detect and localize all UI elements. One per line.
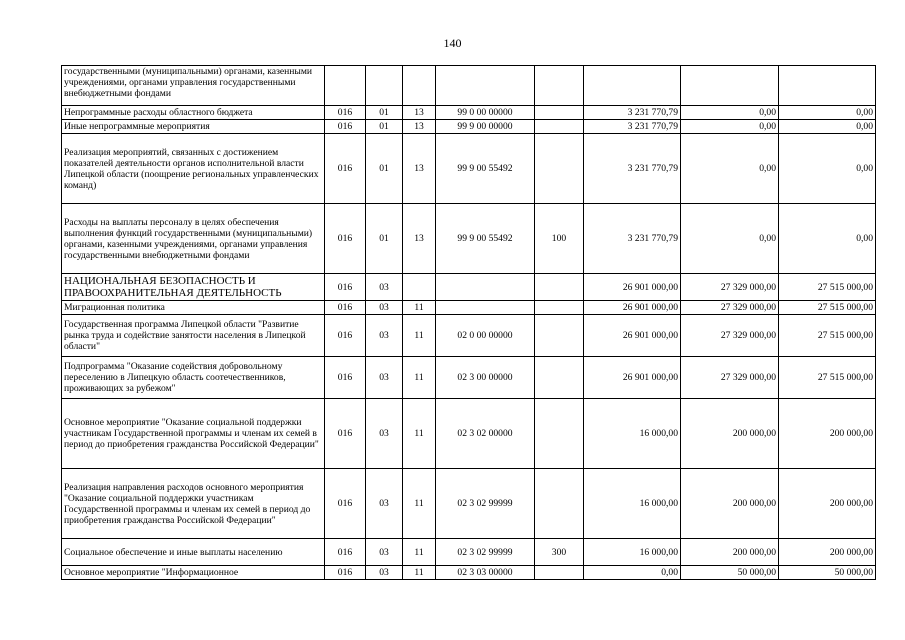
section-code: 03	[366, 539, 403, 566]
expense-type-code	[535, 301, 584, 315]
subsection-code: 11	[403, 399, 436, 469]
target-article-code	[436, 301, 535, 315]
subsection-code	[403, 274, 436, 301]
amount-year-1: 16 000,00	[584, 469, 681, 539]
amount-year-3: 27 515 000,00	[779, 315, 876, 357]
subsection-code	[403, 66, 436, 106]
amount-year-3: 50 000,00	[779, 566, 876, 580]
amount-year-1: 16 000,00	[584, 399, 681, 469]
expense-type-code: 100	[535, 204, 584, 274]
table-row	[62, 315, 876, 357]
row-name: Основное мероприятие "Оказание социальной поддержки участникам Государственной программы и членам их семей в период до приобретения гражданства Российской Федерации"	[62, 399, 325, 469]
page-number: 140	[443, 36, 462, 50]
section-code: 01	[366, 106, 403, 120]
amount-year-1	[584, 66, 681, 106]
target-article-code: 02 3 02 99999	[436, 539, 535, 566]
row-name: Основное мероприятие "Информационное	[62, 566, 325, 580]
subsection-code: 13	[403, 134, 436, 204]
amount-year-1: 3 231 770,79	[584, 204, 681, 274]
amount-year-3: 0,00	[779, 106, 876, 120]
target-article-code: 02 3 02 99999	[436, 469, 535, 539]
ministry-code: 016	[325, 399, 366, 469]
ministry-code: 016	[325, 120, 366, 134]
expense-type-code	[535, 120, 584, 134]
section-code: 03	[366, 274, 403, 301]
section-code: 01	[366, 120, 403, 134]
ministry-code	[325, 66, 366, 106]
expense-type-code	[535, 566, 584, 580]
ministry-code: 016	[325, 274, 366, 301]
ministry-code: 016	[325, 539, 366, 566]
amount-year-2: 27 329 000,00	[681, 357, 779, 399]
row-name: государственными (муниципальными) органами, казенными учреждениями, органами управления государственными внебюджетными фондами	[62, 66, 325, 106]
section-code: 03	[366, 566, 403, 580]
section-code: 01	[366, 134, 403, 204]
amount-year-1: 26 901 000,00	[584, 315, 681, 357]
expense-type-code	[535, 469, 584, 539]
amount-year-2: 200 000,00	[681, 539, 779, 566]
table-row	[62, 469, 876, 539]
table-row	[62, 399, 876, 469]
budget-table	[61, 65, 876, 580]
amount-year-2: 0,00	[681, 134, 779, 204]
expense-type-code	[535, 315, 584, 357]
section-code: 03	[366, 469, 403, 539]
expense-type-code	[535, 134, 584, 204]
target-article-code: 99 9 00 55492	[436, 204, 535, 274]
amount-year-1: 0,00	[584, 566, 681, 580]
row-name: Социальное обеспечение и иные выплаты населению	[62, 539, 325, 566]
target-article-code: 99 9 00 55492	[436, 134, 535, 204]
target-article-code: 02 0 00 00000	[436, 315, 535, 357]
ministry-code: 016	[325, 469, 366, 539]
ministry-code: 016	[325, 204, 366, 274]
subsection-code: 11	[403, 315, 436, 357]
amount-year-2: 0,00	[681, 204, 779, 274]
amount-year-2: 200 000,00	[681, 469, 779, 539]
table-row	[62, 66, 876, 106]
amount-year-3: 27 515 000,00	[779, 301, 876, 315]
amount-year-1: 16 000,00	[584, 539, 681, 566]
table-row	[62, 301, 876, 315]
row-name: Непрограммные расходы областного бюджета	[62, 106, 325, 120]
amount-year-2: 0,00	[681, 106, 779, 120]
table-row	[62, 274, 876, 301]
amount-year-3: 200 000,00	[779, 469, 876, 539]
expense-type-code	[535, 399, 584, 469]
amount-year-2: 0,00	[681, 120, 779, 134]
amount-year-1: 3 231 770,79	[584, 120, 681, 134]
amount-year-1: 26 901 000,00	[584, 274, 681, 301]
ministry-code: 016	[325, 357, 366, 399]
section-code: 03	[366, 357, 403, 399]
amount-year-3: 0,00	[779, 120, 876, 134]
expense-type-code: 300	[535, 539, 584, 566]
table-row	[62, 134, 876, 204]
subsection-code: 11	[403, 539, 436, 566]
amount-year-3: 0,00	[779, 134, 876, 204]
amount-year-1: 26 901 000,00	[584, 357, 681, 399]
table-row	[62, 120, 876, 134]
amount-year-3: 0,00	[779, 204, 876, 274]
expense-type-code	[535, 274, 584, 301]
row-name: Реализация направления расходов основного мероприятия "Оказание социальной поддержки участникам Государственной программы и членам их семей в период до приобретения гражданства Российской Федерации"	[62, 469, 325, 539]
section-code: 01	[366, 204, 403, 274]
table-row	[62, 106, 876, 120]
target-article-code	[436, 66, 535, 106]
target-article-code: 02 3 02 00000	[436, 399, 535, 469]
subsection-code: 13	[403, 204, 436, 274]
amount-year-3: 27 515 000,00	[779, 357, 876, 399]
row-name: Иные непрограммные мероприятия	[62, 120, 325, 134]
subsection-code: 11	[403, 301, 436, 315]
section-code	[366, 66, 403, 106]
row-name: НАЦИОНАЛЬНАЯ БЕЗОПАСНОСТЬ И ПРАВООХРАНИТЕЛЬНАЯ ДЕЯТЕЛЬНОСТЬ	[62, 274, 325, 301]
expense-type-code	[535, 66, 584, 106]
amount-year-2	[681, 66, 779, 106]
amount-year-1: 26 901 000,00	[584, 301, 681, 315]
target-article-code: 99 9 00 00000	[436, 120, 535, 134]
section-code: 03	[366, 315, 403, 357]
table-row	[62, 204, 876, 274]
amount-year-2: 27 329 000,00	[681, 315, 779, 357]
target-article-code	[436, 274, 535, 301]
row-name: Расходы на выплаты персоналу в целях обеспечения выполнения функций государственными (муниципальными) органами, казенными учреждениями, органами управления государственными внебюджетными фондами	[62, 204, 325, 274]
ministry-code: 016	[325, 566, 366, 580]
target-article-code: 99 0 00 00000	[436, 106, 535, 120]
ministry-code: 016	[325, 315, 366, 357]
amount-year-3: 200 000,00	[779, 399, 876, 469]
ministry-code: 016	[325, 134, 366, 204]
amount-year-1: 3 231 770,79	[584, 106, 681, 120]
amount-year-3: 200 000,00	[779, 539, 876, 566]
row-name: Миграционная политика	[62, 301, 325, 315]
row-name: Реализация мероприятий, связанных с достижением показателей деятельности органов исполнительной власти Липецкой области (поощрение региональных управленческих команд)	[62, 134, 325, 204]
subsection-code: 11	[403, 566, 436, 580]
subsection-code: 11	[403, 357, 436, 399]
subsection-code: 13	[403, 106, 436, 120]
table-row	[62, 566, 876, 580]
target-article-code: 02 3 00 00000	[436, 357, 535, 399]
amount-year-2: 27 329 000,00	[681, 301, 779, 315]
amount-year-3: 27 515 000,00	[779, 274, 876, 301]
expense-type-code	[535, 357, 584, 399]
amount-year-3	[779, 66, 876, 106]
section-code: 03	[366, 399, 403, 469]
row-name: Государственная программа Липецкой области "Развитие рынка труда и содействие занятости населения в Липецкой области"	[62, 315, 325, 357]
amount-year-2: 50 000,00	[681, 566, 779, 580]
target-article-code: 02 3 03 00000	[436, 566, 535, 580]
expense-type-code	[535, 106, 584, 120]
amount-year-2: 200 000,00	[681, 399, 779, 469]
ministry-code: 016	[325, 106, 366, 120]
ministry-code: 016	[325, 301, 366, 315]
amount-year-1: 3 231 770,79	[584, 134, 681, 204]
row-name: Подпрограмма "Оказание содействия добровольному переселению в Липецкую область соотечественников, проживающих за рубежом"	[62, 357, 325, 399]
amount-year-2: 27 329 000,00	[681, 274, 779, 301]
table-row	[62, 357, 876, 399]
subsection-code: 13	[403, 120, 436, 134]
subsection-code: 11	[403, 469, 436, 539]
section-code: 03	[366, 301, 403, 315]
table-row	[62, 539, 876, 566]
